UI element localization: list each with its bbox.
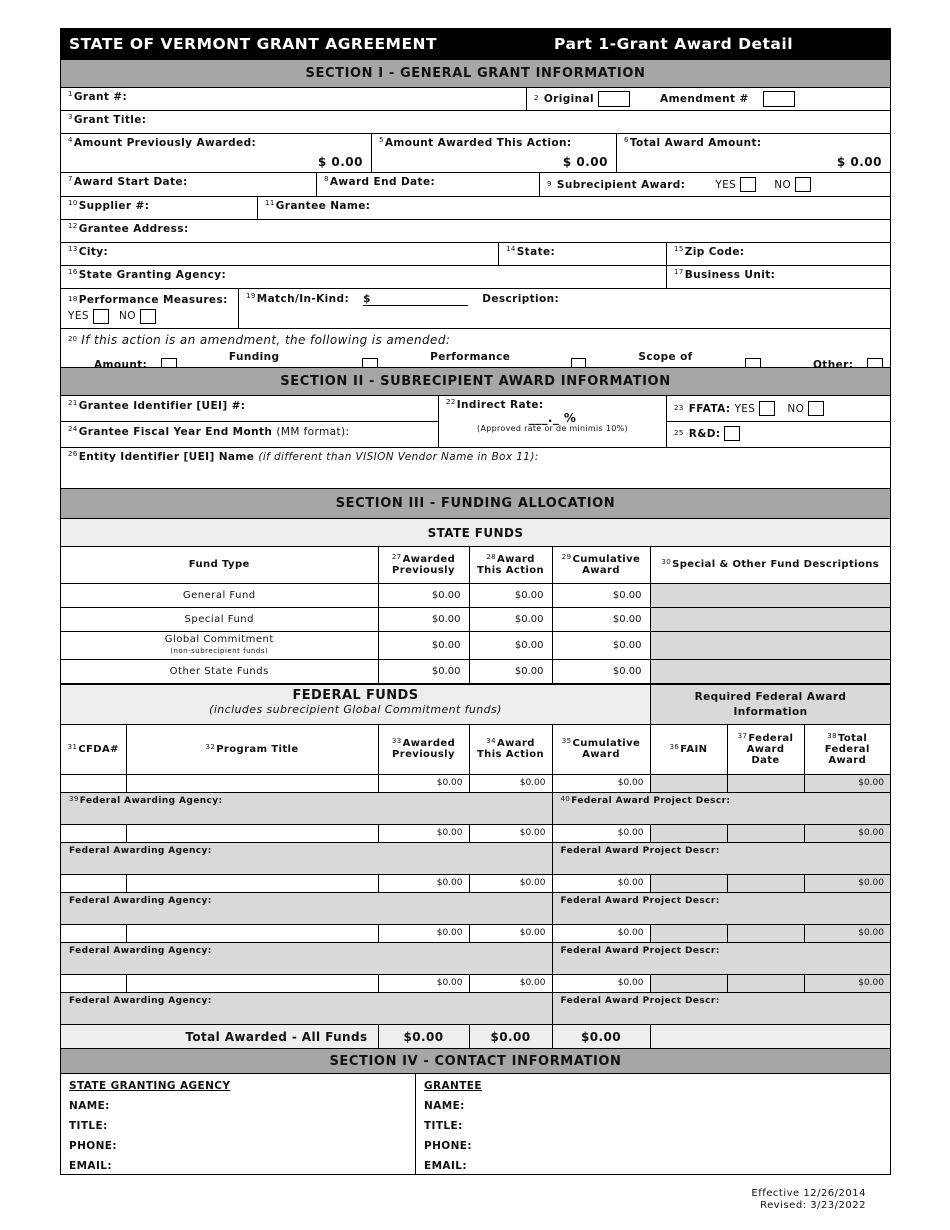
fed-agency-label: Federal Awarding Agency: <box>79 795 223 806</box>
part-title: Part 1-Grant Award Detail <box>554 35 794 53</box>
federal-row-group <box>61 775 890 824</box>
fed-prev-header: Awarded Previously <box>392 738 456 761</box>
total-fed-header: Total Federal Award <box>824 732 870 766</box>
original-box[interactable] <box>598 91 630 107</box>
fund-this: $0.00 <box>469 631 552 659</box>
program-cell[interactable] <box>126 875 378 892</box>
section-4-header: SECTION IV - CONTACT INFORMATION <box>61 1048 890 1073</box>
amount-prev-label: Amount Previously Awarded: <box>73 137 257 149</box>
fed-date-cell[interactable] <box>727 775 804 792</box>
subrec-yes-label: YES <box>715 178 737 191</box>
match-label: Match/In-Kind: <box>256 293 350 305</box>
amend-scope-label: Scope of <box>638 351 693 363</box>
supplier-label: Supplier #: <box>78 200 150 212</box>
subrec-no-label: NO <box>774 178 792 191</box>
fund-this: $0.00 <box>469 607 552 631</box>
table-row <box>61 659 890 683</box>
fed-date-header: Federal Award Date <box>746 732 794 766</box>
fed-cum-cell: $0.00 <box>552 825 650 842</box>
description-label: Description: <box>482 293 560 305</box>
fed-this-header: Award This Action <box>476 738 545 761</box>
section-2-header: SECTION II - SUBRECIPIENT AWARD INFORMATION <box>61 367 890 395</box>
fed-total-cell: $0.00 <box>804 825 890 842</box>
total-this: $0.00 <box>469 1025 552 1048</box>
grantee-phone-label: PHONE: <box>424 1140 472 1152</box>
table-row <box>61 842 890 874</box>
fund-desc-cell[interactable] <box>650 583 890 607</box>
rd-label: R&D: <box>688 427 721 440</box>
fund-desc-cell[interactable] <box>650 631 890 659</box>
amend-scope-box[interactable] <box>745 358 761 368</box>
table-row <box>61 925 890 942</box>
fed-prev-cell: $0.00 <box>378 975 469 992</box>
program-cell[interactable] <box>126 825 378 842</box>
uei-label: Grantee Identifier [UEI] #: <box>78 400 246 412</box>
fund-this: $0.00 <box>469 659 552 683</box>
fed-agency-label: Federal Awarding Agency: <box>69 945 212 956</box>
ffata-label: FFATA: <box>688 402 731 415</box>
state-funds-header: STATE FUNDS <box>61 518 890 546</box>
revised-date: Revised: 3/23/2022 <box>760 1200 866 1211</box>
table-row: $^{39}$Federal Awarding Agency: $^{40}$Federal Award Project Descr: <box>61 792 890 824</box>
cfda-cell[interactable] <box>61 775 126 792</box>
zip-label: Zip Code: <box>684 246 745 258</box>
federal-row-group <box>61 824 890 874</box>
program-header: Program Title <box>216 743 299 755</box>
state-funds-table: Fund Type $^{27}$Awarded Previously $^{28}$Award This Action $^{29}$Cumulative Award $^{30}$Special & Other Fund Descriptions General Fund $0.00 $0.00 $0.00 Special Fund $0.00 $0.00 $0.00 Global Commitment (non-subrecipient funds) $0.00 $0.00 $0.00 Other State Funds $0.00 $0.00 $0.00 <box>61 547 890 684</box>
fund-this: $0.00 <box>469 583 552 607</box>
federal-row-group <box>61 924 890 974</box>
fed-prev-cell: $0.00 <box>378 775 469 792</box>
fed-cum-cell: $0.00 <box>552 775 650 792</box>
fye-label: Grantee Fiscal Year End Month <box>78 426 273 438</box>
fund-sub: (non-subrecipient funds) <box>170 646 269 655</box>
amend-funding-label: Funding <box>228 351 280 363</box>
cfda-cell[interactable] <box>61 925 126 942</box>
entity-label: Entity Identifier [UEI] Name <box>78 451 255 463</box>
program-cell[interactable] <box>126 775 378 792</box>
amend-period-box[interactable] <box>571 358 587 368</box>
agency-label: State Granting Agency: <box>78 269 227 281</box>
fed-cum-cell: $0.00 <box>552 875 650 892</box>
fed-prev-cell: $0.00 <box>378 925 469 942</box>
fed-agency-label: Federal Awarding Agency: <box>69 845 212 856</box>
subrec-yes-box[interactable] <box>740 177 756 192</box>
fund-cum: $0.00 <box>552 659 650 683</box>
fain-cell[interactable] <box>650 975 727 992</box>
start-date-label: Award Start Date: <box>73 176 188 188</box>
fed-descr-label: Federal Award Project Descr: <box>560 995 720 1006</box>
fed-prev-cell: $0.00 <box>378 875 469 892</box>
agency-email-label: EMAIL: <box>69 1160 112 1172</box>
fed-this-cell: $0.00 <box>469 875 552 892</box>
grantee-email-label: EMAIL: <box>424 1160 467 1172</box>
indirect-rate-note: (Approved rate or de minimis 10%) <box>477 424 628 433</box>
cfda-cell[interactable] <box>61 975 126 992</box>
total-row <box>61 1025 890 1048</box>
fed-this-cell: $0.00 <box>469 975 552 992</box>
fed-agency-label: Federal Awarding Agency: <box>69 895 212 906</box>
fed-agency-label: Federal Awarding Agency: <box>69 995 212 1006</box>
fed-prev-cell: $0.00 <box>378 825 469 842</box>
fain-header: FAIN <box>680 743 708 755</box>
section-3-header: SECTION III - FUNDING ALLOCATION <box>61 488 890 518</box>
agency-name-label: NAME: <box>69 1100 110 1112</box>
amount-prev-value: $ 0.00 <box>317 155 363 169</box>
amendment-box[interactable] <box>763 91 795 107</box>
table-row <box>61 942 890 974</box>
fain-cell[interactable] <box>650 775 727 792</box>
ffata-yes-box[interactable] <box>759 401 775 416</box>
footer <box>751 1188 866 1212</box>
fund-prev: $0.00 <box>378 631 469 659</box>
federal-funds-note: (includes subrecipient Global Commitment funds) <box>209 702 502 716</box>
grant-title-label: Grant Title: <box>73 114 147 126</box>
grant-form: STATE OF VERMONT GRANT AGREEMENT Part 1-Grant Award Detail SECTION I - GENERAL GRANT INFORMATION $^1$Grant #: $^2$ Original Amendment # $^3$Grant Title: $^4$Amount Previously Awarded: $ 0.00 $^5$Amount Awarded This Action: $ 0.00 $^6$Total Award Amount: $ 0.00 $^7$Award Start Date: $^8$Award End Date: $^9$ Subrecipient Award: YES NO $^{10}$Supplier #: $^{11}$Grantee Name: $^{12}$Grantee Address: $^{13}$City: $^{14}$State: $^{15}$Zip Code: $^{16}$State Granting Agency: $^{17}$Business Unit: $^{18}$Performance Measures: YES NO $^{19}$Match/In-Kind: $ Description: $^{20}$ If this action is an amendment, the following is amended: Amount: Funding Performance Scope of Other: SECTION II - SUBRECIPIENT AWARD INFORMATION $^{21}$Grantee Identifier [UEI] #: $^{24}$Grantee Fiscal Year End Month (MM format): $^{22}$Indirect Rate: ___._ % (Approved rate or de minimis 10%) $^{23}$ FFATA: YES NO $^{25}$ R&D: $^{26}$Entity Identifier [UEI] Name (if different than VISION Vendor Name in Box 11): SECTION III - FUNDING ALLOCATION STATE FUNDS Fund Type $^{27}$Awarded Previously $^{28}$Award This Action $^{29}$Cumulative Award $^{30}$Special & Other Fund Descriptions General Fund $0.00 $0.00 $0.00 Special Fund $0.00 $0.00 $0.00 Global Commitment (non-subrecipient funds) $0.00 $0.00 $0.00 Other State Funds $0.00 $0.00 $0.00 FEDERAL FUNDS (includes subrecipient Global Commitment funds) Required Federal Award Information $^{31}$CFDA# $^{32}$Program Title $^{33}$Awarded Previously $^{34}$Award This Action $^{35}$Cumulative Award $^{36}$FAIN $^{37}$Federal Award Date $^{38}$Total Federal Award $0.00 $0.00 $0.00 $0.00 $^{39}$Federal Awarding Agency: $^{40}$Federal Award Project Descr: $0.00 $0.00 $0.00 $0.00 Federal Awarding Agency: Federal Award Project Descr: $0.00 $0.00 $0.00 $0.00 Federal Awarding Agency: Federal Award Project Descr: $0.00 $0.00 $0.00 $0.00 Federal Awarding Agency: Federal Award Project Descr: $0.00 $0.00 $0.00 $0.00 Federal Awarding Agency: Federal Award Project Descr: Total Awarded - All Funds $0.00 $0.00 $0.00 SECTION IV - CONTACT INFORMATION STATE GRANTING AGENCY NAME: TITLE: PHONE: EMAIL: GRANTEE NAME: TITLE: PHONE: EMAIL: <box>60 28 891 1175</box>
fund-desc-cell[interactable] <box>650 659 890 683</box>
amount-this-value: $ 0.00 <box>562 155 608 169</box>
amendment-note: If this action is an amendment, the following is amended: <box>81 333 451 347</box>
indirect-rate-field[interactable]: ___._ % <box>528 411 577 425</box>
form-title: STATE OF VERMONT GRANT AGREEMENT <box>69 35 438 53</box>
fund-prev: $0.00 <box>378 607 469 631</box>
match-amount-field[interactable]: $ <box>363 293 468 306</box>
fed-total-cell: $0.00 <box>804 775 890 792</box>
table-row <box>61 875 890 892</box>
fund-name: Other State Funds <box>61 659 378 683</box>
program-cell[interactable] <box>126 925 378 942</box>
amount-total-value: $ 0.00 <box>836 155 882 169</box>
agency-title-label: TITLE: <box>69 1120 108 1132</box>
fund-name: General Fund <box>61 583 378 607</box>
end-date-label: Award End Date: <box>329 176 436 188</box>
table-row <box>61 975 890 992</box>
fed-date-cell[interactable] <box>727 975 804 992</box>
amount-total-label: Total Award Amount: <box>629 137 762 149</box>
ffata-no-box[interactable] <box>808 401 824 416</box>
table-row <box>61 892 890 924</box>
fed-descr-label: Federal Award Project Descr: <box>560 945 720 956</box>
federal-funds-header: FEDERAL FUNDS <box>292 687 419 703</box>
amendment-label: Amendment # <box>660 93 749 105</box>
fund-type-header: Fund Type <box>61 547 378 583</box>
amend-funding-box[interactable] <box>362 358 378 368</box>
fed-this-cell: $0.00 <box>469 825 552 842</box>
subrec-no-box[interactable] <box>795 177 811 192</box>
perf-no-label: NO <box>119 310 136 322</box>
city-label: City: <box>78 246 109 258</box>
ffata-yes-label: YES <box>734 402 756 415</box>
fund-name: Global Commitment <box>164 633 274 645</box>
special-desc-header: Special & Other Fund Descriptions <box>672 559 880 571</box>
table-row <box>61 992 890 1024</box>
performance-label: Performance Measures: <box>78 294 228 306</box>
state-label: State: <box>516 246 556 258</box>
grantee-address-label: Grantee Address: <box>78 223 189 235</box>
perf-yes-label: YES <box>68 310 89 322</box>
fed-cum-header: Cumulative Award <box>572 738 641 761</box>
award-this-header: Award This Action <box>476 553 545 576</box>
fed-total-cell: $0.00 <box>804 925 890 942</box>
entity-note: (if different than VISION Vendor Name in Box 11): <box>258 451 539 463</box>
cfda-header: CFDA# <box>78 743 119 755</box>
total-label: Total Awarded - All Funds <box>185 1029 368 1044</box>
fed-cum-cell: $0.00 <box>552 925 650 942</box>
fain-cell[interactable] <box>650 875 727 892</box>
amend-items <box>68 349 883 367</box>
amend-other-box[interactable] <box>867 358 883 368</box>
grantee-name-label: Grantee Name: <box>275 200 371 212</box>
fed-date-cell[interactable] <box>727 925 804 942</box>
awarded-prev-header: Awarded Previously <box>392 553 456 576</box>
amend-amount-label: Amount: <box>94 359 148 367</box>
total-prev: $0.00 <box>378 1025 469 1048</box>
fed-descr-label: Federal Award Project Descr: <box>571 795 731 806</box>
fund-desc-cell[interactable] <box>650 607 890 631</box>
perf-no-box[interactable] <box>140 309 156 324</box>
fund-cum: $0.00 <box>552 607 650 631</box>
effective-date: Effective 12/26/2014 <box>751 1188 866 1199</box>
grant-no-label: Grant #: <box>73 91 128 103</box>
fed-total-cell: $0.00 <box>804 875 890 892</box>
table-row <box>61 631 890 659</box>
section-1-header: SECTION I - GENERAL GRANT INFORMATION <box>61 59 890 87</box>
total-cum: $0.00 <box>552 1025 650 1048</box>
table-row <box>61 583 890 607</box>
amend-period-label: Performance <box>430 351 511 363</box>
cfda-cell[interactable] <box>61 825 126 842</box>
fed-total-cell: $0.00 <box>804 975 890 992</box>
fed-date-cell[interactable] <box>727 875 804 892</box>
fed-date-cell[interactable] <box>727 825 804 842</box>
ffata-no-label: NO <box>787 402 805 415</box>
title-bar <box>61 29 890 59</box>
fund-name: Special Fund <box>61 607 378 631</box>
req-fed-header: Required Federal Award Information <box>650 685 890 724</box>
fed-descr-label: Federal Award Project Descr: <box>560 845 720 856</box>
perf-yes-box[interactable] <box>93 309 109 324</box>
federal-rows <box>61 775 890 1024</box>
cumulative-header: Cumulative Award <box>572 553 641 576</box>
federal-funds-table: $^{31}$CFDA# $^{32}$Program Title $^{33}$Awarded Previously $^{34}$Award This Action $^{35}$Cumulative Award $^{36}$FAIN $^{37}$Federal Award Date $^{38}$Total Federal Award <box>61 725 890 776</box>
original-label: Original <box>543 93 595 105</box>
table-row <box>61 607 890 631</box>
fund-prev: $0.00 <box>378 659 469 683</box>
fed-this-cell: $0.00 <box>469 925 552 942</box>
fed-cum-cell: $0.00 <box>552 975 650 992</box>
rd-box[interactable] <box>724 426 740 441</box>
fain-cell[interactable] <box>650 925 727 942</box>
table-row <box>61 775 890 792</box>
amend-amount-box[interactable] <box>161 358 177 368</box>
cfda-cell[interactable] <box>61 875 126 892</box>
business-unit-label: Business Unit: <box>684 269 776 281</box>
grantee-contact-heading: GRANTEE <box>424 1080 482 1092</box>
amount-this-label: Amount Awarded This Action: <box>384 137 572 149</box>
fund-cum: $0.00 <box>552 631 650 659</box>
fye-format: (MM format): <box>276 426 350 438</box>
amend-other-label: Other: <box>812 359 854 367</box>
program-cell[interactable] <box>126 975 378 992</box>
fed-descr-label: Federal Award Project Descr: <box>560 895 720 906</box>
fund-prev: $0.00 <box>378 583 469 607</box>
subrecipient-label: Subrecipient Award: <box>556 178 686 191</box>
fain-cell[interactable] <box>650 825 727 842</box>
grantee-name-label: NAME: <box>424 1100 465 1112</box>
agency-contact-heading: STATE GRANTING AGENCY <box>69 1080 231 1092</box>
fed-this-cell: $0.00 <box>469 775 552 792</box>
agency-phone-label: PHONE: <box>69 1140 117 1152</box>
table-row <box>61 825 890 842</box>
federal-row-group <box>61 874 890 924</box>
federal-row-group <box>61 974 890 1024</box>
indirect-rate-label: Indirect Rate: <box>456 399 544 411</box>
grantee-title-label: TITLE: <box>424 1120 463 1132</box>
fund-cum: $0.00 <box>552 583 650 607</box>
